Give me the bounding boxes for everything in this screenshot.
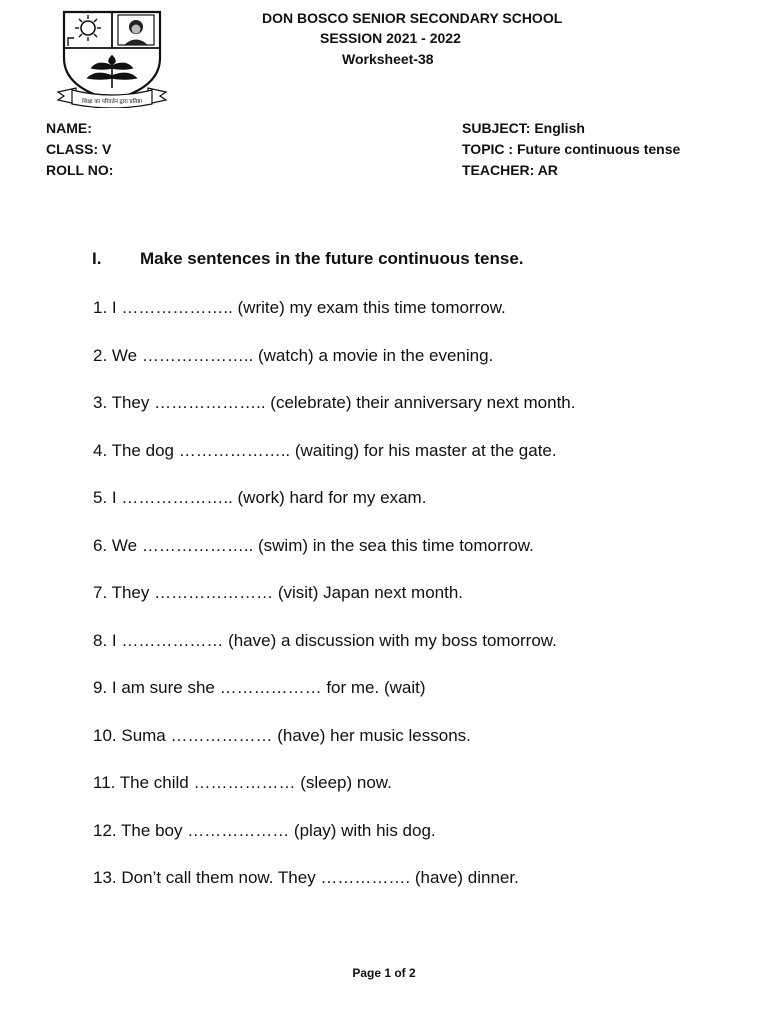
section-number: I. — [92, 249, 102, 268]
question-item: 4. The dog ……………….. (waiting) for his master at the gate. — [93, 440, 557, 460]
topic-label: TOPIC : Future continuous tense — [462, 141, 681, 157]
question-item: 9. I am sure she ……………… for me. (wait) — [93, 678, 426, 697]
question-item: 2. We ……………….. (watch) a movie in the evening. — [93, 345, 494, 365]
subject-label: SUBJECT: English — [462, 120, 585, 136]
section-title: Make sentences in the future continuous tense. — [140, 249, 524, 268]
school-crest-logo — [54, 8, 170, 108]
question-item: 11. The child ……………… (sleep) now. — [93, 773, 392, 792]
class-label: CLASS: V — [46, 141, 112, 157]
name-label: NAME: — [46, 120, 92, 136]
question-item: 8. I ……………… (have) a discussion with my boss tomorrow. — [93, 630, 557, 650]
question-list — [93, 296, 733, 914]
worksheet-label: Worksheet-38 — [342, 51, 434, 67]
roll-no-label: ROLL NO: — [46, 162, 114, 178]
svg-text:शिक्षा का परिवर्तन द्वारा प्रत: शिक्षा का परिवर्तन द्वारा प्रतिष्ठा — [82, 99, 142, 105]
question-item: 10. Suma ……………… (have) her music lessons. — [93, 725, 471, 745]
question-item: 6. We ……………….. (swim) in the sea this time tomorrow. — [93, 535, 534, 555]
portrait-icon — [118, 15, 154, 45]
section-heading — [92, 249, 524, 269]
subject-info — [462, 118, 680, 181]
teacher-label: TEACHER: AR — [462, 162, 558, 178]
question-item: 5. I ……………….. (work) hard for my exam. — [93, 488, 427, 507]
question-item: 12. The boy ……………… (play) with his dog. — [93, 820, 436, 840]
question-item: 7. They ………………… (visit) Japan next month. — [93, 583, 464, 602]
page-number: Page 1 of 2 — [352, 966, 416, 980]
question-item: 3. They ……………….. (celebrate) their anniversary next month. — [93, 393, 576, 412]
question-item: 1. I ……………….. (write) my exam this time tomorrow. — [93, 298, 506, 317]
question-item: 13. Don’t call them now. They ……………. (have) dinner. — [93, 868, 519, 887]
student-info — [46, 118, 113, 181]
school-name: DON BOSCO SENIOR SECONDARY SCHOOL — [262, 10, 563, 26]
session-label: SESSION 2021 - 2022 — [320, 30, 461, 46]
